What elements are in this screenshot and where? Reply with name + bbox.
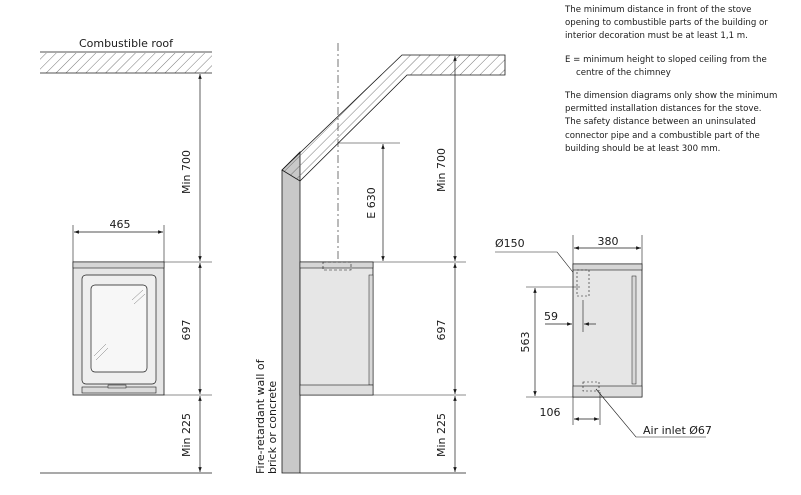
side-height-label: 697	[435, 319, 448, 341]
offset-label: 59	[544, 310, 558, 323]
note-safety-distance: The dimension diagrams only show the minimum permitted installation distances for the stove. The safety distance between an uninsulated connector pipe and a combustible part of the building should be at least 300 mm.	[565, 91, 778, 154]
min-top-label: Min 700	[180, 149, 193, 195]
wall-label-line2: brick or concrete	[266, 380, 279, 474]
side-min-bottom-label: Min 225	[435, 412, 448, 458]
detail-stove	[573, 264, 642, 397]
wall-label-line1: Fire-retardant wall of	[254, 359, 267, 474]
e-label: E 630	[365, 187, 378, 219]
roof-label: Combustible roof	[78, 37, 174, 50]
note-front-distance: The minimum distance in front of the stove opening to combustible parts of the building or interior decoration must be at least 1,1 m.	[565, 5, 768, 42]
width-label: 465	[109, 218, 131, 231]
detail-width-label: 380	[597, 235, 619, 248]
fire-retardant-wall	[282, 152, 300, 473]
min-bottom-label: Min 225	[180, 412, 193, 458]
note-e-definition: E = minimum height to sloped ceiling from the	[565, 54, 767, 65]
diameter-leader	[495, 252, 576, 276]
height-label: 697	[180, 319, 193, 341]
roof-hatch	[40, 53, 212, 73]
stove-side	[300, 262, 373, 395]
pipe-height-label: 563	[519, 331, 532, 353]
side-view	[254, 43, 505, 474]
installation-notes: The minimum distance in front of the stove opening to combustible parts of the building or interior decoration must be at least 1,1 m. E = minimum height to sloped ceiling from the centre of the chimney The dimension diagrams only show the minimum permitted installation distances for the stove. The safety distance between an uninsulated connector pipe and a combustible part of the building should be at least 300 mm.	[565, 4, 797, 166]
air-inlet-label: Air inlet Ø67	[643, 424, 712, 437]
detail-view	[495, 235, 712, 437]
front-view	[40, 37, 212, 473]
side-min-top-label: Min 700	[435, 147, 448, 193]
inlet-offset-label: 106	[539, 406, 561, 419]
diameter-label: Ø150	[495, 237, 525, 250]
stove-glass	[91, 285, 147, 372]
sloped-ceiling	[282, 55, 505, 181]
